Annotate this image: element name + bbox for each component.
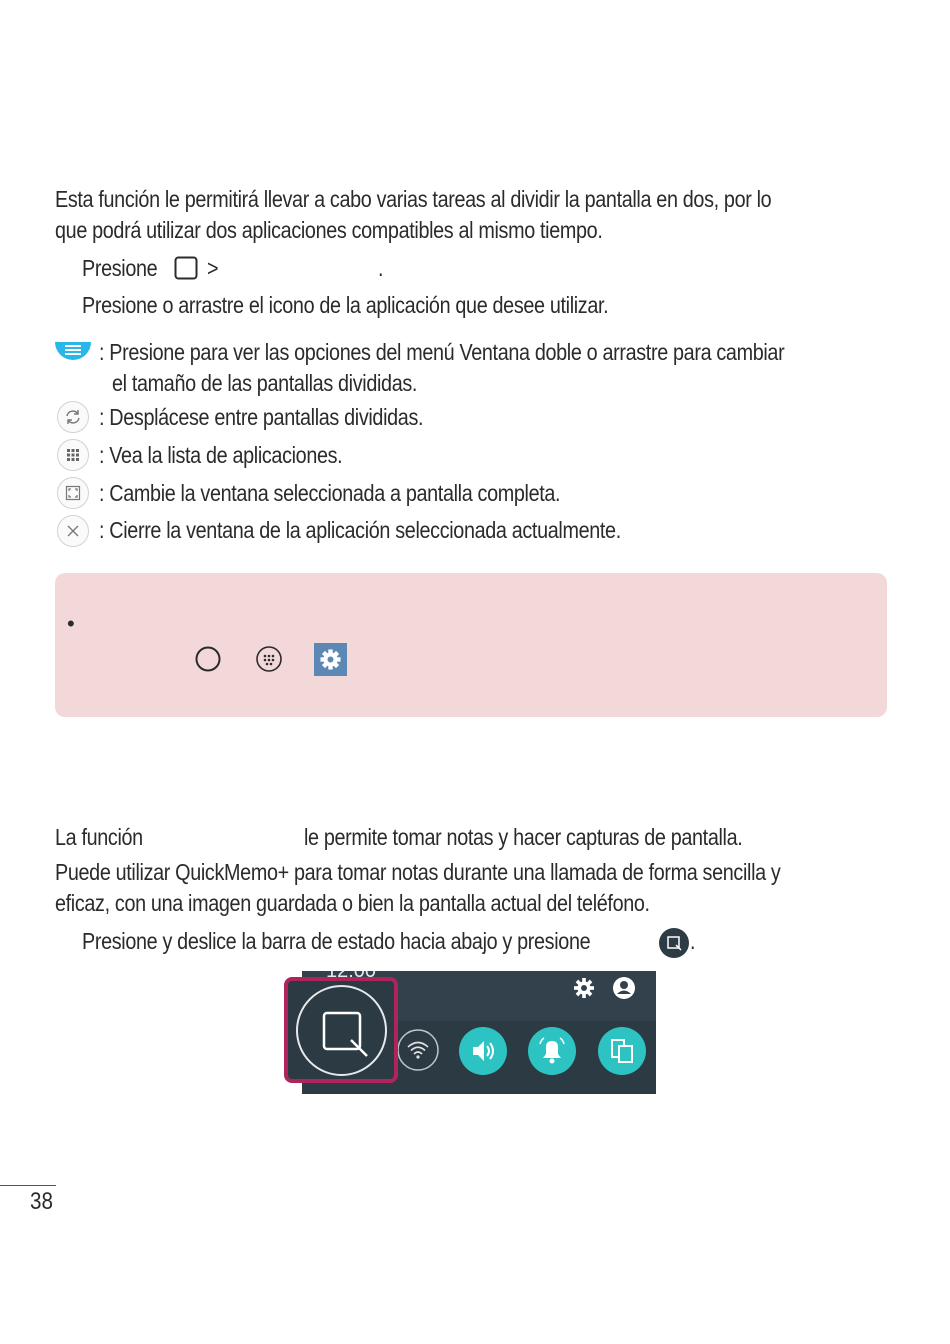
quickmemo-large-icon	[295, 984, 388, 1077]
close-icon	[57, 515, 89, 547]
recent-apps-icon	[174, 256, 198, 280]
quickmemo-step: Presione y deslice la barra de estado hacia abajo y presione	[82, 928, 591, 954]
intro-line-2: que podrá utilizar dos aplicaciones compatibles al mismo tiempo.	[55, 217, 603, 243]
item-menu-line-1: : Presione para ver las opciones del menú Ventana doble o arrastre para cambiar	[99, 339, 785, 365]
user-icon	[612, 976, 636, 1000]
settings-icon	[314, 643, 347, 676]
quickmemo-line-1-prefix: La función	[55, 824, 143, 850]
quickmemo-step-end: .	[690, 928, 696, 954]
item-fullscreen: : Cambie la ventana seleccionada a pantalla completa.	[99, 480, 561, 506]
switch-icon	[57, 401, 89, 433]
fullscreen-icon	[57, 477, 89, 509]
home-circle-icon	[194, 645, 222, 673]
quickmemo-line-2: Puede utilizar QuickMemo+ para tomar notas durante una llamada de forma sencilla y	[55, 859, 781, 885]
step-1-separator: >	[207, 255, 219, 281]
quickmemo-highlight	[284, 977, 398, 1083]
volume-icon	[459, 1027, 507, 1075]
menu-handle-icon	[55, 340, 91, 362]
copy-icon	[598, 1027, 646, 1075]
quickmemo-line-3: eficaz, con una imagen guardada o bien la pantalla actual del teléfono.	[55, 890, 650, 916]
note-box	[55, 573, 887, 717]
wifi-icon	[396, 1028, 440, 1072]
item-switch: : Desplácese entre pantallas divididas.	[99, 404, 424, 430]
step-2: Presione o arrastre el icono de la aplicación que desee utilizar.	[82, 292, 609, 318]
gear-icon	[572, 976, 596, 1000]
notification-bell-icon	[528, 1027, 576, 1075]
app-grid-icon	[57, 439, 89, 471]
intro-line-1: Esta función le permitirá llevar a cabo varias tareas al dividir la pantalla en dos, por lo	[55, 186, 772, 212]
step-1-suffix: .	[378, 255, 384, 281]
quickmemo-line-1-suffix: le permite tomar notas y hacer capturas de pantalla.	[304, 824, 743, 850]
apps-icon	[254, 644, 284, 674]
item-menu-line-2: el tamaño de las pantallas divididas.	[112, 370, 418, 396]
footer-rule	[0, 1185, 56, 1186]
item-close: : Cierre la ventana de la aplicación seleccionada actualmente.	[99, 517, 621, 543]
step-1-prefix: Presione	[82, 255, 158, 281]
page-number: 38	[30, 1188, 53, 1215]
item-app-list: : Vea la lista de aplicaciones.	[99, 442, 343, 468]
quickmemo-icon	[658, 927, 690, 959]
note-bullet: •	[67, 611, 75, 636]
